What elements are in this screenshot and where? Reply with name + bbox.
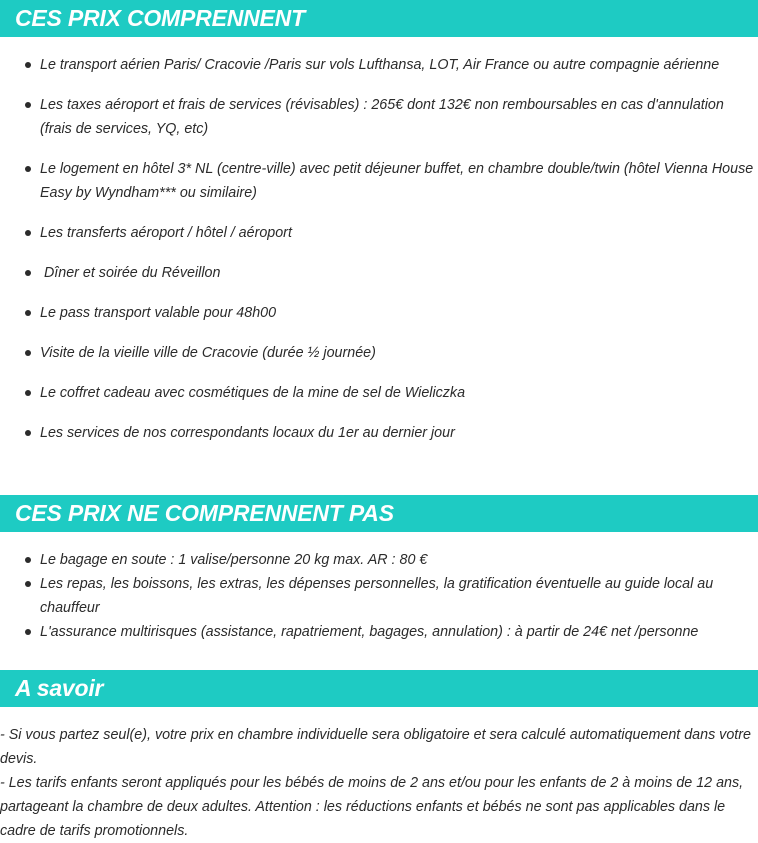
know-section-title: A savoir	[0, 670, 758, 707]
excluded-list	[0, 548, 758, 644]
know-paragraph: - Si vous partez seul(e), votre prix en chambre individuelle sera obligatoire et sera calculé automatiquement dans votre devis.	[0, 727, 751, 767]
list-item-text: Les repas, les boissons, les extras, les dépenses personnelles, la gratification éventuelle au guide local au chauffeur	[40, 576, 714, 616]
list-item	[0, 548, 758, 572]
list-item	[0, 221, 758, 245]
list-item	[0, 157, 758, 205]
list-item-text: Le logement en hôtel 3* NL (centre-ville) avec petit déjeuner buffet, en chambre double/twin (hôtel Vienna House Easy by Wyndham*** ou similaire)	[40, 161, 754, 201]
list-item-text: Les transferts aéroport / hôtel / aéroport	[40, 225, 292, 241]
list-item-text: Les taxes aéroport et frais de services (révisables) : 265€ dont 132€ non remboursables en cas d'annulation (frais de services, YQ, etc)	[40, 97, 724, 137]
list-item-text: Dîner et soirée du Réveillon	[40, 265, 221, 281]
know-paragraph: - Les tarifs enfants seront appliqués pour les bébés de moins de 2 ans et/ou pour les enfants de 2 à moins de 12 ans, partageant la chambre de deux adultes. Attention : les réductions enfants et bébés ne sont pas applicables dans le cadre de tarifs promotionnels.	[0, 775, 744, 839]
bullet-icon	[25, 581, 31, 587]
bullet-icon	[25, 230, 31, 236]
bullet-icon	[25, 62, 31, 68]
list-item	[0, 421, 758, 445]
included-list	[0, 53, 758, 461]
list-item	[0, 93, 758, 141]
bullet-icon	[25, 270, 31, 276]
bullet-icon	[25, 102, 31, 108]
list-item-text: Le bagage en soute : 1 valise/personne 20 kg max. AR : 80 €	[40, 552, 428, 568]
bullet-icon	[25, 430, 31, 436]
list-item-text: Les services de nos correspondants locaux du 1er au dernier jour	[40, 425, 455, 441]
list-item	[0, 381, 758, 405]
bullet-icon	[25, 310, 31, 316]
list-item	[0, 261, 758, 285]
list-item	[0, 341, 758, 365]
list-item	[0, 620, 758, 644]
know-notes	[0, 723, 752, 843]
bullet-icon	[25, 350, 31, 356]
list-item-text: Le transport aérien Paris/ Cracovie /Paris sur vols Lufthansa, LOT, Air France ou autre compagnie aérienne	[40, 57, 720, 73]
list-item	[0, 53, 758, 77]
list-item	[0, 301, 758, 325]
list-item-text: Le coffret cadeau avec cosmétiques de la mine de sel de Wieliczka	[40, 385, 466, 401]
included-section-title: CES PRIX COMPRENNENT	[0, 0, 758, 37]
bullet-icon	[25, 390, 31, 396]
bullet-icon	[25, 166, 31, 172]
list-item-text: Visite de la vieille ville de Cracovie (durée ½ journée)	[40, 345, 376, 361]
list-item	[0, 572, 758, 620]
excluded-section-title: CES PRIX NE COMPRENNENT PAS	[0, 495, 758, 532]
list-item-text: L'assurance multirisques (assistance, rapatriement, bagages, annulation) : à partir de 24€ net /personne	[40, 624, 699, 640]
bullet-icon	[25, 629, 31, 635]
list-item-text: Le pass transport valable pour 48h00	[40, 305, 277, 321]
bullet-icon	[25, 557, 31, 563]
